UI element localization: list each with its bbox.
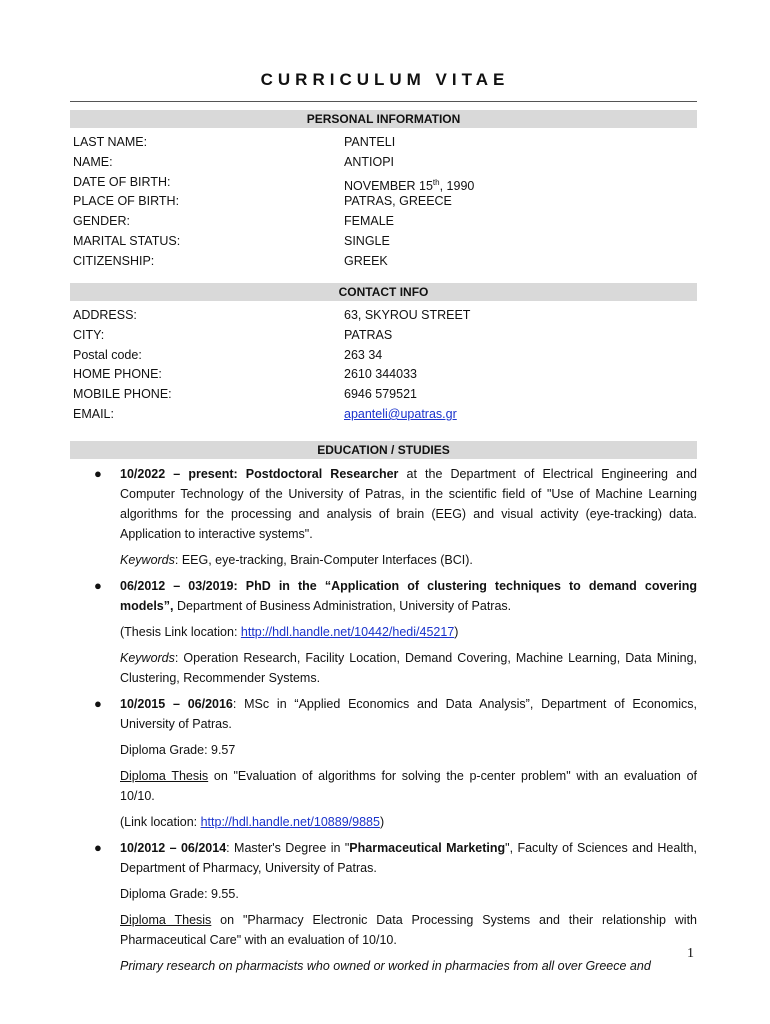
thesis-link[interactable]: http://hdl.handle.net/10889/9885 (200, 815, 380, 829)
info-value: FEMALE (344, 214, 395, 229)
diploma-grade: Diploma Grade: 9.57 (120, 743, 236, 757)
section-heading-education: EDUCATION / STUDIES (70, 441, 697, 459)
info-row (73, 192, 693, 212)
contact-info-list (73, 306, 693, 425)
bullet-icon: ● (94, 840, 102, 855)
education-item: ● 06/2012 – 03/2019: PhD in the “Application of clustering techniques to demand covering models”, Department of Business Administration, University of Patras. (Thesis Link location: http://hdl.handle.net/10442/hedi/45217) Keywords: Operation Research, Facility Location, Demand Covering, Machine Learning, Data Mining, Clustering, Recommender Systems. (94, 578, 697, 685)
info-value: PATRAS, GREECE (344, 194, 452, 209)
education-item: ● 10/2015 – 06/2016: MSc in “Applied Economics and Data Analysis”, Department of Economics, University of Patras. Diploma Grade: 9.57 Diploma Thesis on "Evaluation of algorithms for solving the p-center problem" with an evaluation of 10/10. (Link location: http://hdl.handle.net/10889/9885) (94, 696, 697, 829)
info-label: MOBILE PHONE: (73, 387, 172, 402)
info-row (73, 405, 693, 425)
info-label: ADDRESS: (73, 308, 137, 322)
bullet-icon: ● (94, 696, 102, 711)
info-row (73, 133, 693, 153)
section-heading-personal: PERSONAL INFORMATION (70, 110, 697, 128)
info-row (73, 326, 693, 346)
info-value: GREEK (344, 253, 388, 268)
info-label: DATE OF BIRTH: (73, 174, 171, 189)
info-value: SINGLE (344, 233, 390, 248)
info-value: ANTIOPI (344, 154, 395, 169)
info-value: 6946 579521 (344, 387, 417, 402)
education-item: ● 10/2012 – 06/2014: Master's Degree in "Pharmaceutical Marketing", Faculty of Sciences and Health, Department of Pharmacy, University of Patras. Diploma Grade: 9.55. Diploma Thesis on "Pharmacy Electronic Data Processing Systems and their relationship with Pharmaceutical Care" with an evaluation of 10/10. Primary research on pharmacists who owned or worked in pharmacies from all over Greece and (94, 840, 697, 973)
info-label: NAME: (73, 154, 113, 169)
page-number: 1 (687, 946, 694, 961)
info-value: 2610 344033 (344, 367, 417, 382)
section-heading-contact: CONTACT INFO (70, 283, 697, 301)
info-row (73, 365, 693, 385)
page-title: CURRICULUM VITAE (260, 70, 510, 89)
info-label: EMAIL: (73, 406, 114, 421)
diploma-grade: Diploma Grade: 9.55. (120, 887, 239, 901)
email-link[interactable]: apanteli@upatras.gr (344, 406, 457, 421)
info-value: 263 34 (344, 347, 383, 362)
info-row (73, 306, 693, 326)
bullet-icon: ● (94, 578, 102, 593)
info-value: 63, SKYROU STREET (344, 308, 471, 322)
info-value: PATRAS (344, 327, 393, 342)
info-label: CITIZENSHIP: (73, 253, 155, 268)
info-row (73, 153, 693, 173)
education-list (0, 464, 770, 982)
info-label: Postal code: (73, 347, 142, 362)
personal-info-list (73, 133, 693, 272)
info-row (73, 212, 693, 232)
info-row (73, 252, 693, 272)
info-label: LAST NAME: (73, 135, 148, 149)
info-row (73, 385, 693, 405)
info-label: CITY: (73, 327, 105, 342)
title-divider (70, 101, 697, 102)
info-row (73, 173, 693, 193)
info-value: PANTELI (344, 135, 396, 149)
info-label: GENDER: (73, 214, 130, 229)
info-row (73, 346, 693, 366)
info-row (73, 232, 693, 252)
bullet-icon: ● (94, 466, 102, 481)
info-label: MARITAL STATUS: (73, 233, 181, 248)
info-label: PLACE OF BIRTH: (73, 194, 180, 209)
info-label: HOME PHONE: (73, 367, 162, 382)
education-item: ● 10/2022 – present: Postdoctoral Researcher at the Department of Electrical Engineering and Computer Technology of the University of Patras, in the scientific field of "Use of Machine Learning algorithms for the processing and analysis of brain (EEG) and visual activity (eye-tracking) data. Application to interactive systems". Keywords: EEG, eye-tracking, Brain-Computer Interfaces (BCI). (94, 466, 697, 567)
info-value: NOVEMBER 15th, 1990 (344, 177, 475, 193)
thesis-link[interactable]: http://hdl.handle.net/10442/hedi/45217 (240, 625, 455, 639)
